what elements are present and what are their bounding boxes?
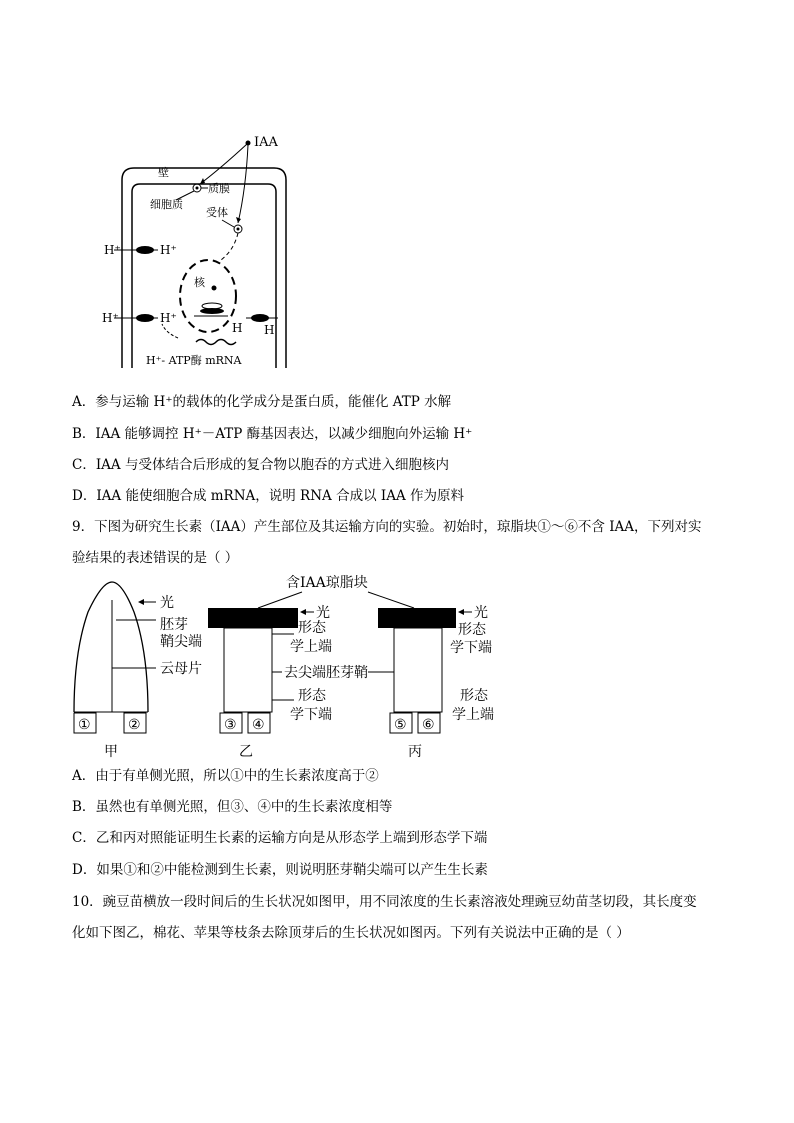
morph-label-yi-bottom: 形态 [298, 688, 326, 704]
q8-option-b: B．IAA 能够调控 H⁺－ATP 酶基因表达，以减少细胞向外运输 H⁺ [72, 426, 473, 442]
light-label-yi: 光 [316, 605, 330, 621]
q8-option-a: A．参与运输 H⁺的载体的化学成分是蛋白质，能催化 ATP 水解 [72, 394, 452, 410]
tip-label-a: 胚芽 [160, 617, 188, 633]
q8-option-c: C．IAA 与受体结合后形成的复合物以胞吞的方式进入细胞核内 [72, 457, 449, 473]
upper-end-bing: 学上端 [452, 707, 494, 723]
top-label: 含IAA琼脂块 [286, 575, 368, 591]
block-2: ② [128, 717, 141, 733]
label-jia: 甲 [104, 744, 118, 760]
block-3: ③ [224, 717, 237, 733]
h-plus-inner-bottom: H⁺ [160, 311, 177, 325]
iaa-cell-diagram [96, 128, 296, 370]
coleoptile-experiment-diagram [68, 572, 508, 762]
atpase-mrna-label: H⁺- ATP酶 mRNA [146, 354, 242, 367]
wall-label: 壁 [158, 166, 169, 179]
block-6: ⑥ [422, 717, 435, 733]
q10-stem-line1: 10．豌豆苗横放一段时间后的生长状况如图甲，用不同浓度的生长素溶液处理豌豆幼苗茎切段，其长度变 [72, 894, 697, 910]
decap-label: 去尖端胚芽鞘 [284, 665, 368, 681]
q8-option-d: D．IAA 能使细胞合成 mRNA，说明 RNA 合成以 IAA 作为原料 [72, 488, 464, 504]
receptor-label: 受体 [206, 206, 228, 219]
morph-label-yi-top: 形态 [298, 620, 326, 636]
h-plus-inner-top: H⁺ [160, 243, 177, 257]
q9-stem-line1: 9．下图为研究生长素（IAA）产生部位及其运输方向的实验。初始时，琼脂块①～⑥不含 IAA，下列对实 [72, 519, 702, 535]
q10-stem-line2: 化如下图乙，棉花、苹果等枝条去除顶芽后的生长状况如图丙。下列有关说法中正确的是（ ） [72, 925, 630, 941]
label-bing: 丙 [408, 744, 422, 760]
lower-end-bing: 学下端 [450, 640, 492, 656]
q9-option-b: B．虽然也有单侧光照，但③、④中的生长素浓度相等 [72, 799, 393, 815]
q9-stem-line2: 验结果的表述错误的是（ ） [72, 550, 239, 566]
block-4: ④ [252, 717, 265, 733]
h-inner-right: H [232, 321, 243, 335]
h-plus-left-bottom: H⁺ [102, 311, 119, 325]
h-outer-right: H [264, 323, 275, 337]
q9-option-c: C．乙和丙对照能证明生长素的运输方向是从形态学上端到形态学下端 [72, 830, 488, 846]
block-5: ⑤ [394, 717, 407, 733]
iaa-label: IAA [254, 135, 278, 150]
q9-option-a: A．由于有单侧光照，所以①中的生长素浓度高于② [72, 768, 379, 784]
membrane-label: 质膜 [208, 182, 230, 195]
mica-label: 云母片 [160, 661, 202, 677]
morph-label-bing-bottom: 形态 [460, 688, 488, 704]
lower-end-yi: 学下端 [290, 707, 332, 723]
tip-label-b: 鞘尖端 [160, 634, 202, 650]
light-label-jia: 光 [160, 595, 174, 611]
block-1: ① [78, 717, 91, 733]
cytoplasm-label: 细胞质 [150, 198, 183, 211]
light-label-bing: 光 [474, 605, 488, 621]
q9-option-d: D．如果①和②中能检测到生长素，则说明胚芽鞘尖端可以产生生长素 [72, 862, 488, 878]
label-yi: 乙 [239, 744, 253, 760]
morph-label-bing-top: 形态 [458, 622, 486, 638]
nucleus-label: 核 [194, 276, 205, 289]
upper-end-yi: 学上端 [290, 639, 332, 655]
h-plus-left-top: H⁺ [104, 243, 121, 257]
